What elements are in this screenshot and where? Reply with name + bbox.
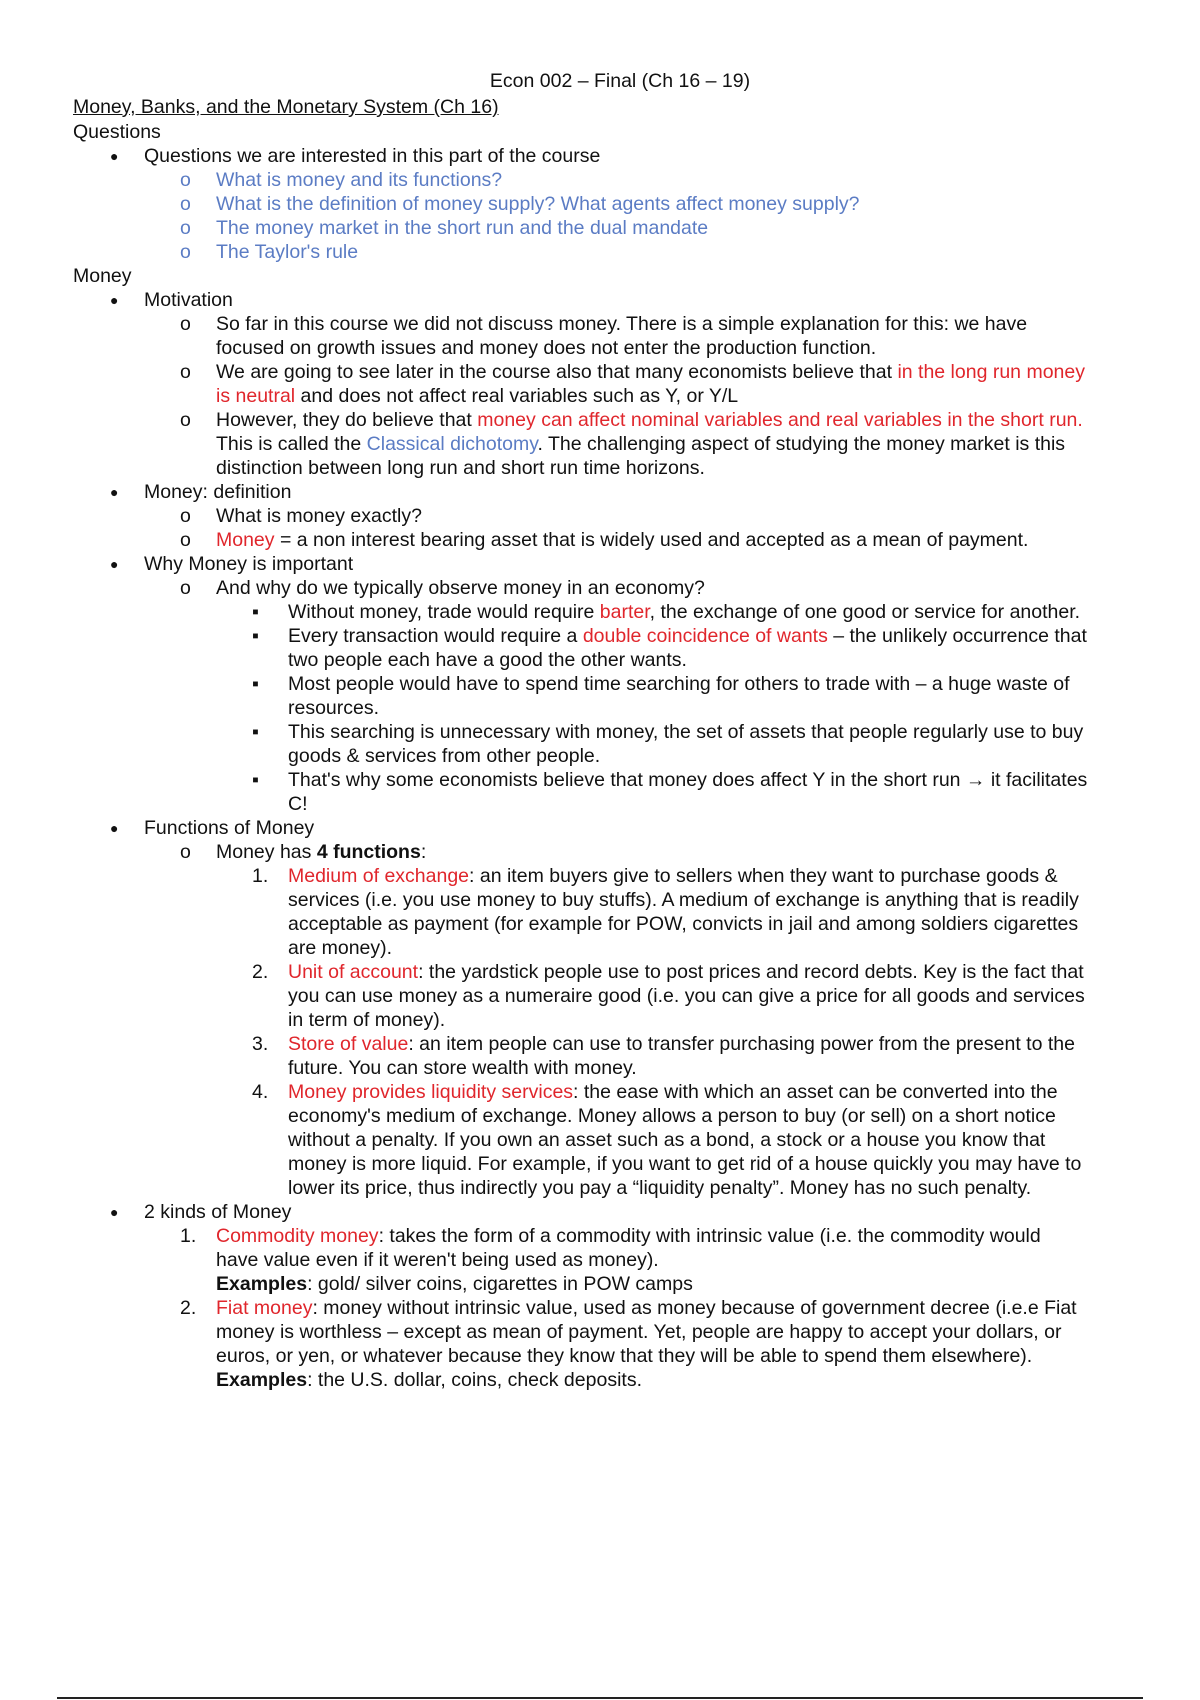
text-run: . The challenging aspect of studying the money market is this (537, 433, 1066, 455)
highlight-run: is neutral (216, 385, 296, 407)
function-line: without a penalty. If you own an asset such as a bond, a stock or a house you know that (288, 1129, 1046, 1151)
highlight-run: Commodity money (216, 1225, 379, 1247)
definition-line (216, 528, 1028, 552)
question-item: The money market in the short run and the dual mandate (216, 217, 709, 239)
function-line (288, 1032, 1075, 1056)
why-item-line: two people each have a good the other wants. (288, 649, 687, 671)
kind-examples (216, 1272, 693, 1296)
circle-marker: o (180, 313, 191, 335)
circle-marker: o (180, 841, 191, 863)
motivation-p3-line (216, 432, 1065, 456)
bullet-marker: ● (110, 1204, 119, 1220)
text-run: However, they do believe that (216, 409, 478, 431)
questions-bullet: Questions we are interested in this part of the course (144, 145, 601, 167)
bold-run: Examples (216, 1273, 308, 1295)
why-item-line: goods & services from other people. (288, 745, 601, 767)
number-marker: 4. (252, 1081, 269, 1103)
function-line: are money). (288, 937, 393, 959)
function-line (288, 960, 1084, 984)
kind-examples (216, 1368, 642, 1392)
number-marker: 2. (180, 1297, 197, 1319)
circle-marker: o (180, 169, 191, 191)
kinds-label: 2 kinds of Money (144, 1201, 292, 1223)
circle-marker: o (180, 361, 191, 383)
highlight-run: Money (216, 529, 275, 551)
text-run: – the unlikely occurrence that (827, 625, 1087, 647)
circle-marker: o (180, 577, 191, 599)
function-line: money is more liquid. For example, if you want to get rid of a house quickly you may have to (288, 1153, 1082, 1175)
bold-run: 4 functions (316, 841, 421, 863)
motivation-p2-line (216, 384, 738, 408)
highlight-run: Store of value (288, 1033, 409, 1055)
section-title: Money, Banks, and the Monetary System (Ch 16) (73, 96, 499, 118)
function-line: services (i.e. you use money to buy stuffs). A medium of exchange is anything that is readily (288, 889, 1079, 911)
motivation-p3-line: distinction between long run and short run time horizons. (216, 457, 705, 479)
kind-line: euros, or yen, or whatever because they know that they will be able to spend them elsewhere). (216, 1345, 1033, 1367)
motivation-p1-line: So far in this course we did not discuss money. There is a simple explanation for this: we have (216, 313, 1028, 335)
motivation-p2-line (216, 360, 1085, 384)
text-run: : the U.S. dollar, coins, check deposits. (307, 1369, 642, 1391)
why-label: Why Money is important (144, 553, 354, 575)
number-marker: 1. (252, 865, 269, 887)
kind-line (216, 1224, 1041, 1248)
question-item: What is money and its functions? (216, 169, 503, 191)
question-item: What is the definition of money supply? What agents affect money supply? (216, 193, 860, 215)
definition-label: Money: definition (144, 481, 292, 503)
function-line: future. You can store wealth with money. (288, 1057, 637, 1079)
text-run: Money has (216, 841, 317, 863)
square-marker: ▪ (252, 601, 259, 623)
text-run: and does not affect real variables such as Y, or Y/L (295, 385, 739, 407)
questions-heading: Questions (73, 121, 161, 143)
function-line: acceptable as payment (for example for POW, convicts in jail and among soldiers cigarettes (288, 913, 1079, 935)
motivation-label: Motivation (144, 289, 233, 311)
text-run: Without money, trade would require (288, 601, 600, 623)
why-item-line: That's why some economists believe that money does affect Y in the short run → it facilitates (288, 769, 1088, 791)
bullet-marker: ● (110, 820, 119, 836)
text-run: : money without intrinsic value, used as money because of government decree (i.e.e Fiat (312, 1297, 1077, 1319)
question-item: The Taylor's rule (216, 241, 359, 263)
circle-marker: o (180, 505, 191, 527)
square-marker: ▪ (252, 625, 259, 647)
highlight-run: Medium of exchange (288, 865, 470, 887)
text-run: : the ease with which an asset can be converted into the (573, 1081, 1058, 1103)
circle-marker: o (180, 241, 191, 263)
text-run: = a non interest bearing asset that is widely used and accepted as a mean of payment. (274, 529, 1029, 551)
highlight-run: double coincidence of wants (582, 625, 828, 647)
functions-label: Functions of Money (144, 817, 315, 839)
text-run: , the exchange of one good or service for another. (649, 601, 1081, 623)
highlight-run: barter (599, 601, 650, 623)
function-line: economy's medium of exchange. Money allows a person to buy (or sell) on a short notice (288, 1105, 1056, 1127)
circle-marker: o (180, 529, 191, 551)
highlight-run: Money provides liquidity services (288, 1081, 574, 1103)
why-item-line: C! (288, 793, 308, 815)
text-run: : an item buyers give to sellers when they want to purchase goods & (469, 865, 1058, 887)
text-run: We are going to see later in the course also that many economists believe that (216, 361, 898, 383)
bullet-marker: ● (110, 556, 119, 572)
circle-marker: o (180, 217, 191, 239)
text-run: : gold/ silver coins, cigarettes in POW camps (307, 1273, 693, 1295)
definition-question: What is money exactly? (216, 505, 422, 527)
bullet-marker: ● (110, 484, 119, 500)
number-marker: 2. (252, 961, 269, 983)
text-run: : an item people can use to transfer purchasing power from the present to the (408, 1033, 1075, 1055)
why-item-line: This searching is unnecessary with money, the set of assets that people regularly use to buy (288, 721, 1084, 743)
kind-line: money is worthless – except as mean of payment. Yet, people are happy to accept your dollars, or (216, 1321, 1062, 1343)
why-item-line (288, 600, 1080, 624)
motivation-p3-line (216, 408, 1083, 432)
square-marker: ▪ (252, 721, 259, 743)
page-bottom-rule (57, 1697, 1143, 1699)
text-run: : takes the form of a commodity with intrinsic value (i.e. the commodity would (378, 1225, 1041, 1247)
text-run: : the yardstick people use to post prices and record debts. Key is the fact that (418, 961, 1084, 983)
kind-line: have value even if it weren't being used as money). (216, 1249, 659, 1271)
number-marker: 1. (180, 1225, 197, 1247)
text-run: : (420, 841, 427, 863)
motivation-p1-line: focused on growth issues and money does not enter the production function. (216, 337, 877, 359)
function-line: in term of money). (288, 1009, 446, 1031)
why-question: And why do we typically observe money in an economy? (216, 577, 705, 599)
highlight-run: Classical dichotomy (366, 433, 538, 455)
square-marker: ▪ (252, 769, 259, 791)
function-line: lower its price, thus indirectly you pay a “liquidity penalty”. Money has no such penalty. (288, 1177, 1032, 1199)
function-line (288, 1080, 1058, 1104)
doc-title: Econ 002 – Final (Ch 16 – 19) (489, 70, 751, 92)
why-item-line: Most people would have to spend time searching for others to trade with – a huge waste of (288, 673, 1070, 695)
function-line: you can use money as a numeraire good (i.e. you can give a price for all goods and services (288, 985, 1085, 1007)
highlight-run: in the long run money (897, 361, 1085, 383)
highlight-run: money can affect nominal variables and real variables in the short run. (477, 409, 1083, 431)
why-item-line: resources. (288, 697, 380, 719)
bullet-marker: ● (110, 292, 119, 308)
square-marker: ▪ (252, 673, 259, 695)
bullet-marker: ● (110, 148, 119, 164)
functions-intro (216, 840, 426, 864)
bold-run: Examples (216, 1369, 308, 1391)
circle-marker: o (180, 193, 191, 215)
money-heading: Money (73, 265, 132, 287)
circle-marker: o (180, 409, 191, 431)
text-run: This is called the (216, 433, 367, 455)
function-line (288, 864, 1058, 888)
highlight-run: Fiat money (216, 1297, 313, 1319)
number-marker: 3. (252, 1033, 269, 1055)
highlight-run: Unit of account (288, 961, 419, 983)
text-run: Every transaction would require a (288, 625, 583, 647)
why-item-line (288, 624, 1087, 648)
kind-line (216, 1296, 1077, 1320)
